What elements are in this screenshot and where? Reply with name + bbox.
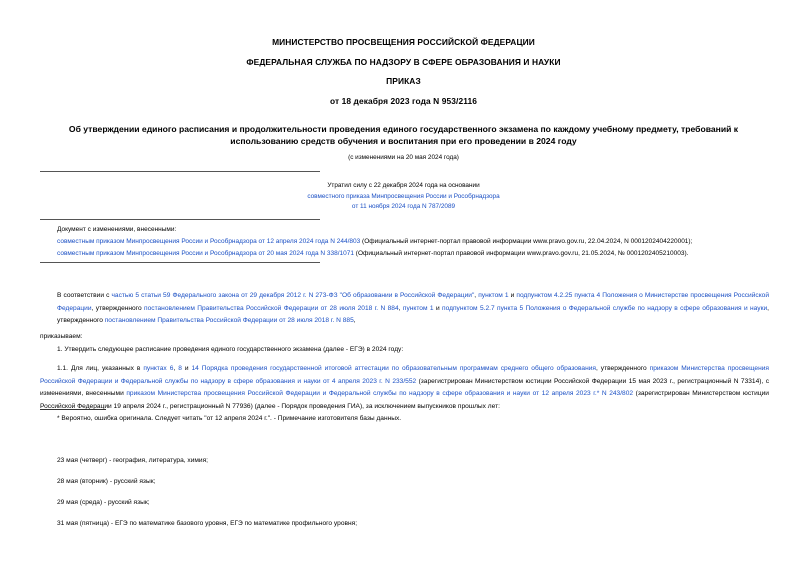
text: , bbox=[474, 292, 479, 299]
schedule-item: 31 мая (пятница) - ЕГЭ по математике базового уровня, ЕГЭ по математике профильного уровня; bbox=[57, 520, 358, 527]
text: , bbox=[353, 317, 356, 325]
point-link[interactable]: пунктом 1 bbox=[478, 292, 509, 299]
orders-word: приказываем: bbox=[40, 333, 83, 340]
expired-link2[interactable]: от 11 ноября 2024 года N 787/2089 bbox=[351, 203, 456, 210]
text: , bbox=[173, 365, 179, 372]
paragraph-1-1 bbox=[40, 363, 769, 413]
text: , bbox=[398, 304, 403, 312]
paragraph-1: 1. Утвердить следующее расписание проведения единого государственного экзамена (далее - ЕГЭ) в 2024 году: bbox=[57, 346, 404, 353]
ministry-heading: МИНИСТЕРСТВО ПРОСВЕЩЕНИЯ РОССИЙСКОЙ ФЕДЕРАЦИИ bbox=[272, 37, 535, 47]
text: , утвержденного bbox=[91, 304, 145, 312]
change-text-2: (Официальный интернет-портал правовой информации www.pravo.gov.ru, 21.05.2024, № 0001202405210003). bbox=[353, 250, 689, 258]
text: и bbox=[181, 365, 192, 372]
expired-link1[interactable]: совместного приказа Минпросвещения России и Рособрнадзора bbox=[307, 192, 500, 200]
text: , утвержденного bbox=[595, 365, 650, 372]
order-link[interactable]: приказом Министерства просвещения Российской Федерации и Федеральной службы по надзору в сфере образования и науки от 12 апреля 2023 г.* N 243/802 bbox=[126, 390, 634, 398]
point-link[interactable]: пунктах 6 bbox=[143, 365, 174, 372]
separator-line bbox=[40, 171, 320, 172]
text: и bbox=[433, 304, 443, 312]
separator-line bbox=[40, 219, 320, 220]
changes-block bbox=[57, 224, 692, 261]
point-link[interactable]: 8 bbox=[178, 365, 182, 372]
text: 1.1. Для лиц, указанных в bbox=[57, 365, 144, 372]
regulation-link[interactable]: подпунктом 4.2.25 пункта 4 Положения о Министерстве просвещения Российской Федерации bbox=[57, 292, 770, 312]
changes-item-2 bbox=[57, 248, 692, 260]
text: (зарегистрирован Министерством юстиции Российской Федерации 19 апреля 2024 г., регистрационный N 77936) (далее - Порядок проведения ГИА), за исключением выпускников прошлых лет: bbox=[40, 390, 769, 410]
procedure-link[interactable]: 14 Порядка проведения государственной итоговой аттестации по образовательным программам среднего общего образования bbox=[191, 365, 596, 372]
change-text-1: (Официальный интернет-портал правовой информации www.pravo.gov.ru, 22.04.2024, N 0001202404220001); bbox=[360, 238, 693, 246]
service-heading: ФЕДЕРАЛЬНАЯ СЛУЖБА ПО НАДЗОРУ В СФЕРЕ ОБРАЗОВАНИЯ И НАУКИ bbox=[246, 57, 561, 67]
changes-item-1 bbox=[57, 236, 692, 248]
separator-line bbox=[40, 262, 320, 263]
resolution-link[interactable]: постановлением Правительства Российской Федерации от 28 июля 2018 г. N 884 bbox=[144, 304, 399, 312]
change-link-1[interactable]: совместным приказом Минпросвещения России и Рособрнадзора от 12 апреля 2024 года N 244/803 bbox=[57, 238, 361, 246]
schedule-item: 29 мая (среда) - русский язык; bbox=[57, 499, 150, 506]
expired-note bbox=[0, 181, 807, 213]
point-link[interactable]: пунктом 1 bbox=[402, 304, 434, 312]
text: (зарегистрирован Министерством юстиции Российской Федерации 15 мая 2023 г., регистрационный N 73314), с изменениями, внесенными bbox=[40, 377, 769, 398]
date-number-heading: от 18 декабря 2023 года N 953/2116 bbox=[329, 96, 478, 106]
footnote-separator bbox=[40, 409, 106, 410]
change-link-2[interactable]: совместным приказом Минпросвещения России и Рособрнадзора от 20 мая 2024 года N 338/1071 bbox=[57, 250, 354, 258]
text: , утвержденного bbox=[57, 304, 769, 325]
paragraph-basis bbox=[57, 290, 769, 328]
schedule-item: 23 мая (четверг) - география, литература, химия; bbox=[57, 457, 209, 464]
document-title: Об утверждении единого расписания и продолжительности проведения единого государственного экзамена по каждому учебному предмету, требований к использованию средств обучения и воспитания при его проведении в 2024 году bbox=[68, 124, 739, 146]
changes-intro: Документ с изменениями, внесенными: bbox=[57, 226, 177, 233]
regulation-link[interactable]: подпунктом 5.2.7 пункта 5 Положения о Федеральной службе по надзору в сфере образования и науки bbox=[442, 304, 768, 312]
schedule-item: 28 мая (вторник) - русский язык; bbox=[57, 478, 156, 485]
doc-type-heading: ПРИКАЗ bbox=[386, 76, 421, 86]
law-link[interactable]: частью 5 статьи 59 Федерального закона от 29 декабря 2012 г. N 273-ФЗ "Об образовании в Российской Федерации" bbox=[111, 292, 475, 299]
resolution-link[interactable]: постановлением Правительства Российской Федерации от 28 июля 2018 г. N 885 bbox=[104, 317, 354, 325]
expired-line1: Утратил силу с 22 декабря 2024 года на основании bbox=[327, 182, 480, 189]
footnote: * Вероятно, ошибка оригинала. Следует читать "от 12 апреля 2024 г.". - Примечание изготовителя базы данных. bbox=[57, 415, 402, 422]
order-link[interactable]: приказом Министерства просвещения Российской Федерации и Федеральной службы по надзору в сфере образования и науки от 4 апреля 2023 г. N 233/552 bbox=[40, 365, 769, 385]
text: и bbox=[508, 292, 517, 299]
amended-note: (с изменениями на 20 мая 2024 года) bbox=[348, 154, 459, 161]
text: В соответствии с bbox=[57, 292, 112, 299]
